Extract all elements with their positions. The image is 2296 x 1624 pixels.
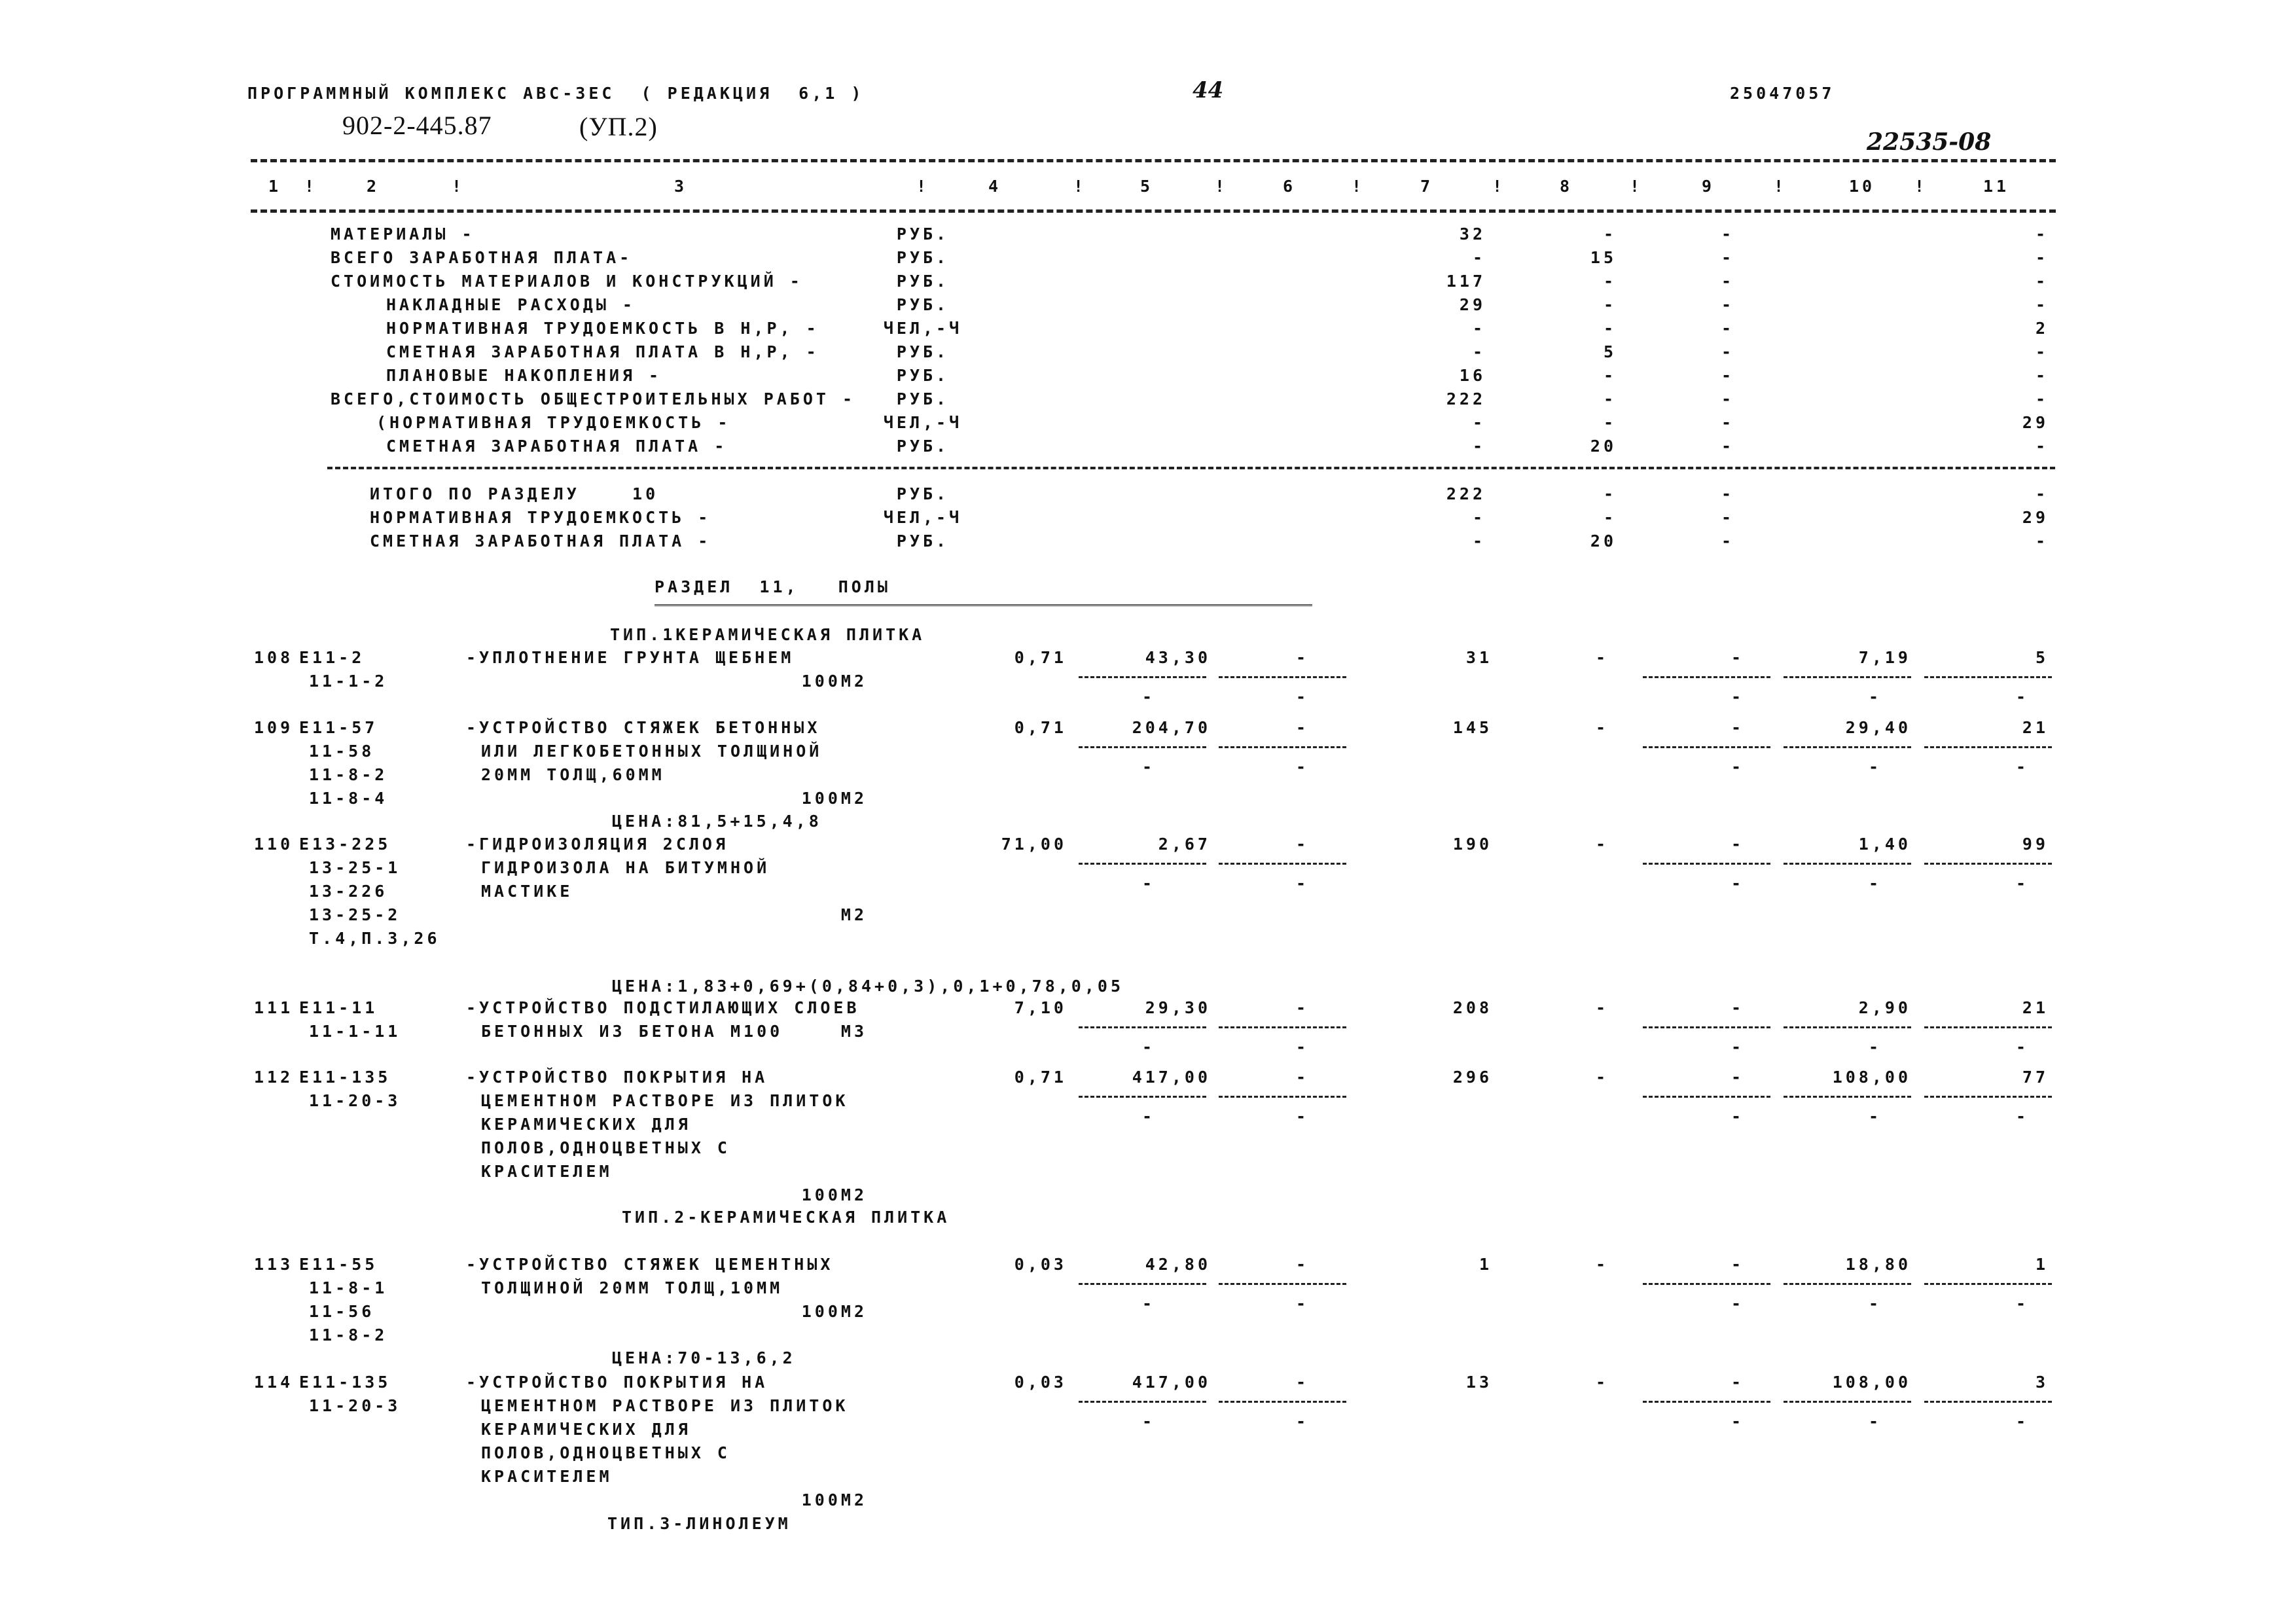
item-code: Е11-11 (299, 998, 378, 1017)
col6-sub-line (1219, 1283, 1346, 1285)
summary-col7: - (1472, 437, 1486, 456)
item-col7: 1 (1479, 1255, 1492, 1274)
summary-unit: ЧЕЛ,-Ч (883, 508, 963, 527)
summary-unit: РУБ. (896, 272, 950, 291)
summary-unit: РУБ. (896, 342, 950, 361)
item-col11: 99 (2022, 835, 2049, 854)
item-code: 11-20-3 (309, 1091, 401, 1110)
item-col9: - (1731, 648, 1745, 667)
col10-sub-line (1784, 746, 1911, 748)
item-col7: 190 (1452, 835, 1492, 854)
column-header-4: 4 (988, 177, 1002, 196)
item-code: 11-56 (309, 1302, 375, 1321)
item-col9: - (1731, 1373, 1745, 1392)
summary-col9: - (1721, 366, 1734, 385)
summary-label: НАКЛАДНЫЕ РАСХОДЫ - (386, 295, 636, 314)
summary-label: (НОРМАТИВНАЯ ТРУДОЕМКОСТЬ - (376, 413, 731, 432)
item-col11: 77 (2022, 1068, 2049, 1087)
item-quantity: 0,71 (1014, 648, 1067, 667)
item-sub-col10: - (1868, 874, 1882, 893)
item-sub-col9: - (1731, 757, 1745, 776)
item-price: 43,30 (1145, 648, 1211, 667)
item-col9: - (1731, 1068, 1745, 1087)
item-unit: М2 (840, 905, 867, 924)
item-number: 108 (254, 648, 294, 667)
summary-col7: 222 (1446, 389, 1486, 408)
item-description: ПОЛОВ,ОДНОЦВЕТНЫХ С (481, 1138, 730, 1157)
summary-col9: - (1721, 508, 1734, 527)
item-description: КРАСИТЕЛЕМ (481, 1467, 613, 1486)
summary-col8: - (1603, 319, 1617, 338)
program-title: ПРОГРАММНЫЙ КОМПЛЕКС АВС-3ЕС ( РЕДАКЦИЯ 6,1 ) (247, 84, 865, 103)
section-title: РАЗДЕЛ 11, ПОЛЫ (655, 577, 891, 596)
summary-col9: - (1721, 532, 1734, 550)
summary-label: НОРМАТИВНАЯ ТРУДОЕМКОСТЬ В Н,Р, - (386, 319, 819, 338)
item-unit: 100М2 (801, 672, 867, 691)
col6-sub-line (1219, 746, 1346, 748)
summary-col11: - (2035, 437, 2049, 456)
column-header-1: 1 (268, 177, 282, 196)
item-description: -УСТРОЙСТВО ПОКРЫТИЯ НА (466, 1068, 768, 1087)
item-sub-col10: - (1868, 1038, 1882, 1056)
item-sub-col6: - (1295, 1294, 1310, 1313)
item-description: КЕРАМИЧЕСКИХ ДЛЯ (481, 1420, 691, 1439)
col11-sub-line (1924, 1401, 2052, 1403)
item-description: -УСТРОЙСТВО СТЯЖЕК ЦЕМЕНТНЫХ (466, 1255, 834, 1274)
item-col9: - (1731, 835, 1745, 854)
sheet-code: 22535-08 (1867, 128, 1992, 156)
item-sub-col9: - (1731, 687, 1745, 706)
column-header-8: 8 (1560, 177, 1573, 196)
item-price: 417,00 (1132, 1068, 1211, 1087)
item-description: 20ММ ТОЛЩ,60ММ (481, 765, 665, 784)
item-sub-col6: - (1295, 1107, 1310, 1126)
col9-sub-line (1643, 863, 1770, 865)
item-price: 42,80 (1145, 1255, 1211, 1274)
item-number: 112 (254, 1068, 294, 1087)
item-col10: 7,19 (1858, 648, 1911, 667)
summary-unit: РУБ. (896, 366, 950, 385)
album-label: (УП.2) (579, 112, 658, 141)
column-header-6: 6 (1283, 177, 1297, 196)
item-code: 11-8-1 (309, 1278, 388, 1297)
column-header-9: 9 (1702, 177, 1715, 196)
price-note: ЦЕНА:70-13,6,2 (612, 1348, 796, 1367)
item-sub-col9: - (1731, 1294, 1745, 1313)
summary-unit: РУБ. (896, 295, 950, 314)
summary-col8: - (1603, 366, 1617, 385)
item-col8: - (1595, 835, 1609, 854)
item-col8: - (1595, 998, 1609, 1017)
summary-col9: - (1721, 484, 1734, 503)
item-col7: 13 (1465, 1373, 1492, 1392)
column-header-3: 3 (674, 177, 688, 196)
type2-heading: ТИП.2-КЕРАМИЧЕСКАЯ ПЛИТКА (622, 1208, 950, 1227)
item-sub-col5: - (1141, 1038, 1156, 1056)
summary-unit: РУБ. (896, 437, 950, 456)
summary-col8: - (1603, 484, 1617, 503)
item-sub-col5: - (1141, 687, 1156, 706)
col11-sub-line (1924, 676, 2052, 678)
col6-sub-line (1219, 1401, 1346, 1403)
item-col6: - (1295, 835, 1310, 854)
summary-col9: - (1721, 295, 1734, 314)
summary-col11: - (2035, 248, 2049, 267)
summary-label: СМЕТНАЯ ЗАРАБОТНАЯ ПЛАТА В Н,Р, - (386, 342, 819, 361)
summary-label: ВСЕГО,СТОИМОСТЬ ОБЩЕСТРОИТЕЛЬНЫХ РАБОТ - (331, 389, 856, 408)
type1-heading: ТИП.1КЕРАМИЧЕСКАЯ ПЛИТКА (610, 625, 925, 644)
summary-col11: - (2035, 225, 2049, 244)
item-col10: 1,40 (1858, 835, 1911, 854)
item-code: Е11-135 (299, 1373, 391, 1392)
item-col10: 2,90 (1858, 998, 1911, 1017)
header-top-rule (251, 159, 2056, 162)
item-description: ГИДРОИЗОЛА НА БИТУМНОЙ (481, 858, 770, 877)
summary-col8: - (1603, 225, 1617, 244)
item-sub-col10: - (1868, 757, 1882, 776)
summary-col8: - (1603, 272, 1617, 291)
column-header-2: 2 (367, 177, 380, 196)
item-description: ПОЛОВ,ОДНОЦВЕТНЫХ С (481, 1443, 730, 1462)
item-sub-col5: - (1141, 874, 1156, 893)
item-code: 13-226 (309, 882, 388, 901)
summary-label: СТОИМОСТЬ МАТЕРИАЛОВ И КОНСТРУКЦИЙ - (331, 272, 803, 291)
summary-label: СМЕТНАЯ ЗАРАБОТНАЯ ПЛАТА - (386, 437, 728, 456)
summary-col7: - (1472, 508, 1486, 527)
price-sub-line (1079, 676, 1206, 678)
item-number: 113 (254, 1255, 294, 1274)
summary-col11: - (2035, 342, 2049, 361)
price-sub-line (1079, 1283, 1206, 1285)
item-sub-col10: - (1868, 687, 1882, 706)
summary-col7: 29 (1459, 295, 1486, 314)
col11-sub-line (1924, 746, 2052, 748)
item-col6: - (1295, 998, 1310, 1017)
col9-sub-line (1643, 746, 1770, 748)
item-sub-col5: - (1141, 1294, 1156, 1313)
column-separator: ! (916, 177, 930, 196)
summary-col8: - (1603, 389, 1617, 408)
item-number: 110 (254, 835, 294, 854)
column-header-7: 7 (1420, 177, 1434, 196)
item-col11: 5 (2035, 648, 2049, 667)
item-sub-col6: - (1295, 687, 1310, 706)
item-code: 11-1-2 (309, 672, 388, 691)
item-col6: - (1295, 1068, 1310, 1087)
item-code: Е11-135 (299, 1068, 391, 1087)
item-col11: 3 (2035, 1373, 2049, 1392)
price-note: ЦЕНА:1,83+0,69+(0,84+0,3),0,1+0,78,0,05 (612, 977, 1124, 996)
summary-col7: - (1472, 342, 1486, 361)
document-number: 25047057 (1730, 84, 1835, 103)
column-separator: ! (1630, 177, 1643, 196)
col10-sub-line (1784, 676, 1911, 678)
price-sub-line (1079, 1401, 1206, 1403)
summary-col9: - (1721, 437, 1734, 456)
item-unit: 100М2 (801, 1302, 867, 1321)
item-code: Е11-57 (299, 718, 378, 737)
item-price: 2,67 (1158, 835, 1211, 854)
summary-col7: - (1472, 248, 1486, 267)
summary-col7: 16 (1459, 366, 1486, 385)
item-description: -УПЛОТНЕНИЕ ГРУНТА ЩЕБНЕМ (466, 648, 795, 667)
item-sub-col11: - (2015, 1294, 2030, 1313)
column-separator: ! (304, 177, 318, 196)
summary-col11: 29 (2022, 508, 2049, 527)
price-note: ЦЕНА:81,5+15,4,8 (612, 812, 822, 831)
summary-unit: РУБ. (896, 484, 950, 503)
col9-sub-line (1643, 1283, 1770, 1285)
summary-col9: - (1721, 319, 1734, 338)
item-sub-col11: - (2015, 1412, 2030, 1431)
column-header-10: 10 (1849, 177, 1876, 196)
item-code: 13-25-1 (309, 858, 401, 877)
page-number: 44 (1193, 77, 1224, 103)
item-sub-col6: - (1295, 1412, 1310, 1431)
item-number: 114 (254, 1373, 294, 1392)
section-title-underline (655, 604, 1312, 606)
item-code: Е11-2 (299, 648, 365, 667)
item-sub-col9: - (1731, 874, 1745, 893)
col11-sub-line (1924, 1026, 2052, 1028)
summary-label: ИТОГО ПО РАЗДЕЛУ 10 (370, 484, 659, 503)
item-col10: 108,00 (1832, 1068, 1911, 1087)
summary-separator (327, 467, 2055, 469)
item-code: Е11-55 (299, 1255, 378, 1274)
summary-col7: 117 (1446, 272, 1486, 291)
column-header-5: 5 (1140, 177, 1154, 196)
summary-unit: ЧЕЛ,-Ч (883, 413, 963, 432)
item-sub-col5: - (1141, 1107, 1156, 1126)
summary-unit: РУБ. (896, 389, 950, 408)
item-col10: 29,40 (1845, 718, 1911, 737)
summary-col11: 2 (2035, 319, 2049, 338)
column-separator: ! (1073, 177, 1087, 196)
col10-sub-line (1784, 1096, 1911, 1098)
column-separator: ! (1914, 177, 1928, 196)
col10-sub-line (1784, 1026, 1911, 1028)
item-sub-col11: - (2015, 1038, 2030, 1056)
price-sub-line (1079, 1096, 1206, 1098)
summary-col9: - (1721, 389, 1734, 408)
item-sub-col10: - (1868, 1294, 1882, 1313)
item-unit: 100М2 (801, 789, 867, 808)
col6-sub-line (1219, 863, 1346, 865)
item-sub-col9: - (1731, 1038, 1745, 1056)
summary-unit: ЧЕЛ,-Ч (883, 319, 963, 338)
summary-col8: 20 (1590, 437, 1617, 456)
item-sub-col10: - (1868, 1107, 1882, 1126)
item-code: 13-25-2 (309, 905, 401, 924)
summary-col11: - (2035, 295, 2049, 314)
item-price: 417,00 (1132, 1373, 1211, 1392)
item-code: Т.4,П.3,26 (309, 929, 440, 948)
item-code: 11-1-11 (309, 1022, 401, 1041)
summary-col7: - (1472, 532, 1486, 550)
summary-col8: 20 (1590, 532, 1617, 550)
price-sub-line (1079, 746, 1206, 748)
item-col6: - (1295, 1373, 1310, 1392)
summary-col9: - (1721, 342, 1734, 361)
item-col6: - (1295, 1255, 1310, 1274)
col11-sub-line (1924, 1096, 2052, 1098)
summary-col7: - (1472, 319, 1486, 338)
column-separator: ! (452, 177, 465, 196)
item-col10: 108,00 (1832, 1373, 1911, 1392)
item-number: 109 (254, 718, 294, 737)
item-sub-col6: - (1295, 1038, 1310, 1056)
item-description: МАСТИКЕ (481, 882, 573, 901)
item-col11: 1 (2035, 1255, 2049, 1274)
item-quantity: 0,71 (1014, 1068, 1067, 1087)
summary-col8: - (1603, 295, 1617, 314)
summary-col11: - (2035, 532, 2049, 550)
item-code: 11-58 (309, 742, 375, 761)
col11-sub-line (1924, 1283, 2052, 1285)
item-description: -УСТРОЙСТВО ПОДСТИЛАЮЩИХ СЛОЕВ (466, 998, 860, 1017)
item-col7: 208 (1452, 998, 1492, 1017)
item-col9: - (1731, 718, 1745, 737)
col10-sub-line (1784, 863, 1911, 865)
item-quantity: 0,71 (1014, 718, 1067, 737)
col9-sub-line (1643, 676, 1770, 678)
item-col10: 18,80 (1845, 1255, 1911, 1274)
item-col7: 296 (1452, 1068, 1492, 1087)
summary-label: ПЛАНОВЫЕ НАКОПЛЕНИЯ - (386, 366, 662, 385)
item-code: 11-8-2 (309, 1326, 388, 1344)
col10-sub-line (1784, 1283, 1911, 1285)
summary-col11: - (2035, 484, 2049, 503)
summary-col11: 29 (2022, 413, 2049, 432)
col6-sub-line (1219, 676, 1346, 678)
item-unit: 100М2 (801, 1490, 867, 1509)
item-description: ЦЕМЕНТНОМ РАСТВОРЕ ИЗ ПЛИТОК (481, 1396, 849, 1415)
item-sub-col6: - (1295, 874, 1310, 893)
summary-col8: - (1603, 413, 1617, 432)
header-bottom-rule (251, 209, 2056, 213)
item-description: ЦЕМЕНТНОМ РАСТВОРЕ ИЗ ПЛИТОК (481, 1091, 849, 1110)
col10-sub-line (1784, 1401, 1911, 1403)
col6-sub-line (1219, 1026, 1346, 1028)
item-sub-col11: - (2015, 757, 2030, 776)
item-sub-col5: - (1141, 1412, 1156, 1431)
item-col11: 21 (2022, 718, 2049, 737)
item-col8: - (1595, 1255, 1609, 1274)
summary-label: МАТЕРИАЛЫ - (331, 225, 475, 244)
item-col6: - (1295, 718, 1310, 737)
item-sub-col11: - (2015, 874, 2030, 893)
item-col7: 31 (1465, 648, 1492, 667)
summary-col7: 32 (1459, 225, 1486, 244)
col11-sub-line (1924, 863, 2052, 865)
summary-col11: - (2035, 272, 2049, 291)
summary-col8: - (1603, 508, 1617, 527)
summary-col9: - (1721, 248, 1734, 267)
item-code: 11-8-4 (309, 789, 388, 808)
item-code: Е13-225 (299, 835, 391, 854)
item-description: КЕРАМИЧЕСКИХ ДЛЯ (481, 1115, 691, 1134)
summary-col9: - (1721, 225, 1734, 244)
col9-sub-line (1643, 1096, 1770, 1098)
item-price: 29,30 (1145, 998, 1211, 1017)
item-description: -УСТРОЙСТВО СТЯЖЕК БЕТОННЫХ (466, 718, 821, 737)
item-sub-col6: - (1295, 757, 1310, 776)
summary-col11: - (2035, 366, 2049, 385)
item-price: 204,70 (1132, 718, 1211, 737)
item-code: 11-20-3 (309, 1396, 401, 1415)
item-description: ТОЛЩИНОЙ 20ММ ТОЛЩ,10ММ (481, 1278, 783, 1297)
item-sub-col11: - (2015, 687, 2030, 706)
item-col9: - (1731, 998, 1745, 1017)
item-quantity: 71,00 (1001, 835, 1067, 854)
item-code: 11-8-2 (309, 765, 388, 784)
item-description: КРАСИТЕЛЕМ (481, 1162, 613, 1181)
item-description: БЕТОННЫХ ИЗ БЕТОНА М100 (481, 1022, 783, 1041)
col9-sub-line (1643, 1026, 1770, 1028)
summary-col7: 222 (1446, 484, 1486, 503)
summary-col7: - (1472, 413, 1486, 432)
item-col8: - (1595, 648, 1609, 667)
summary-col8: 5 (1603, 342, 1617, 361)
summary-col8: 15 (1590, 248, 1617, 267)
item-col8: - (1595, 1068, 1609, 1087)
item-col8: - (1595, 1373, 1609, 1392)
item-unit: 100М2 (801, 1185, 867, 1204)
item-sub-col5: - (1141, 757, 1156, 776)
project-code: 902-2-445.87 (342, 111, 492, 140)
summary-col9: - (1721, 272, 1734, 291)
item-col6: - (1295, 648, 1310, 667)
item-number: 111 (254, 998, 294, 1017)
item-col9: - (1731, 1255, 1745, 1274)
item-description: ИЛИ ЛЕГКОБЕТОННЫХ ТОЛЩИНОЙ (481, 742, 823, 761)
column-separator: ! (1352, 177, 1365, 196)
price-sub-line (1079, 863, 1206, 865)
summary-col9: - (1721, 413, 1734, 432)
summary-label: НОРМАТИВНАЯ ТРУДОЕМКОСТЬ - (370, 508, 711, 527)
summary-col11: - (2035, 389, 2049, 408)
item-description: -ГИДРОИЗОЛЯЦИЯ 2СЛОЯ (466, 835, 729, 854)
summary-label: СМЕТНАЯ ЗАРАБОТНАЯ ПЛАТА - (370, 532, 711, 550)
item-sub-col9: - (1731, 1412, 1745, 1431)
col6-sub-line (1219, 1096, 1346, 1098)
summary-unit: РУБ. (896, 532, 950, 550)
item-sub-col11: - (2015, 1107, 2030, 1126)
item-unit: М3 (840, 1022, 867, 1041)
item-col8: - (1595, 718, 1609, 737)
item-sub-col10: - (1868, 1412, 1882, 1431)
item-quantity: 7,10 (1014, 998, 1067, 1017)
type3-heading: ТИП.3-ЛИНОЛЕУМ (607, 1514, 791, 1533)
price-sub-line (1079, 1026, 1206, 1028)
column-separator: ! (1215, 177, 1229, 196)
item-description: -УСТРОЙСТВО ПОКРЫТИЯ НА (466, 1373, 768, 1392)
item-quantity: 0,03 (1014, 1373, 1067, 1392)
col9-sub-line (1643, 1401, 1770, 1403)
column-separator: ! (1492, 177, 1506, 196)
summary-label: ВСЕГО ЗАРАБОТНАЯ ПЛАТА- (331, 248, 633, 267)
item-col7: 145 (1452, 718, 1492, 737)
item-sub-col9: - (1731, 1107, 1745, 1126)
summary-unit: РУБ. (896, 248, 950, 267)
item-quantity: 0,03 (1014, 1255, 1067, 1274)
summary-unit: РУБ. (896, 225, 950, 244)
column-separator: ! (1774, 177, 1787, 196)
item-col11: 21 (2022, 998, 2049, 1017)
column-header-11: 11 (1983, 177, 2010, 196)
